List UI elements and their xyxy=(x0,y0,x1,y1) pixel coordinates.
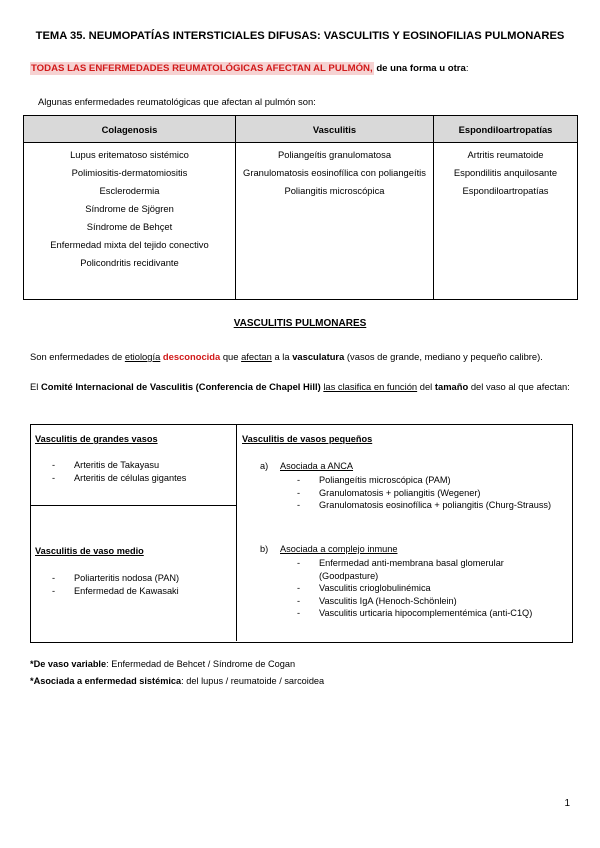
intro-text: Algunas enfermedades reumatológicas que afectan al pulmón son: xyxy=(38,96,316,107)
medium-vessel-title: Vasculitis de vaso medio xyxy=(35,546,144,556)
text-fragment: tamaño xyxy=(434,381,469,392)
medium-vessel-list xyxy=(52,572,232,597)
list-item: Espondiloartropatías xyxy=(462,185,549,196)
text-fragment: las clasifica en función xyxy=(323,381,418,392)
small-vessels-title: Vasculitis de vasos pequeños xyxy=(242,434,373,444)
highlight-colon: : xyxy=(465,63,469,74)
header-espondiloartropatias: Espondiloartropatías xyxy=(434,116,578,143)
text-fragment: Son enfermedades de xyxy=(30,351,125,362)
note-text: : del lupus / reumatoide / sarcoidea xyxy=(181,676,325,686)
page-title: TEMA 35. NEUMOPATÍAS INTERSTICIALES DIFUSAS: VASCULITIS Y EOSINOFILIAS PULMONARES xyxy=(35,30,565,42)
list-item: Policondritis recidivante xyxy=(80,257,179,268)
list-item: - Enfermedad de Kawasaki xyxy=(52,585,232,598)
col-vasculitis xyxy=(236,143,434,300)
list-item: - Vasculitis crioglobulinémica xyxy=(297,582,557,595)
list-item: Esclerodermia xyxy=(99,185,160,196)
text-fragment: que xyxy=(220,351,242,362)
page-number: 1 xyxy=(564,798,570,809)
list-item: - Arteritis de células gigantes xyxy=(52,472,232,485)
list-item: - Poliangeítis microscópica (PAM) xyxy=(297,474,557,487)
large-vessels-list xyxy=(52,459,232,484)
text-fragment: desconocida xyxy=(160,351,221,362)
anca-heading xyxy=(260,461,353,471)
text-fragment: afectan xyxy=(241,351,272,362)
text-fragment: (vasos de grande, mediano y pequeño calibre). xyxy=(344,351,543,362)
box-divider-horizontal xyxy=(30,505,236,506)
list-item: Granulomatosis eosinofílica con poliangeítis xyxy=(243,167,426,178)
header-colagenosis: Colagenosis xyxy=(24,116,236,143)
list-item: Enfermedad mixta del tejido conectivo xyxy=(50,239,209,250)
box-divider-vertical xyxy=(236,424,237,641)
list-item: Síndrome de Sjögren xyxy=(85,203,174,214)
text-fragment: del xyxy=(417,381,435,392)
note-bold: *De vaso variable xyxy=(30,659,107,669)
immune-list xyxy=(297,557,557,620)
anca-title: Asociada a ANCA xyxy=(280,461,354,471)
list-item: Poliangeítis granulomatosa xyxy=(277,149,392,160)
list-item: - Vasculitis IgA (Henoch-Schönlein) xyxy=(297,595,557,608)
paragraph-definition xyxy=(30,351,578,362)
text-fragment: Comité Internacional de Vasculitis (Conferencia de Chapel Hill) xyxy=(40,381,321,392)
highlight-statement xyxy=(30,63,469,74)
text-fragment: vasculatura xyxy=(292,351,345,362)
list-item: Poliangitis microscópica xyxy=(284,185,385,196)
list-item: - Granulomatosis eosinofílica + poliangitis (Churg-Strauss) xyxy=(297,499,557,512)
note-text: : Enfermedad de Behcet / Síndrome de Cogan xyxy=(106,659,296,669)
table-row xyxy=(24,143,578,300)
note-bold: *Asociada a enfermedad sistémica xyxy=(30,676,182,686)
immune-title: Asociada a complejo inmune xyxy=(280,544,398,554)
col-espondiloartropatias xyxy=(434,143,578,300)
text-fragment: etiología xyxy=(124,351,161,362)
list-item: - Arteritis de Takayasu xyxy=(52,459,232,472)
highlight-red-text: TODAS LAS ENFERMEDADES REUMATOLÓGICAS AFECTAN AL PULMÓN, xyxy=(31,63,373,74)
list-item: - Poliarteritis nodosa (PAN) xyxy=(52,572,232,585)
col-colagenosis xyxy=(24,143,236,300)
text-fragment: a la xyxy=(271,351,293,362)
list-item: Síndrome de Behçet xyxy=(86,221,173,232)
list-item: - Granulomatosis + poliangitis (Wegener) xyxy=(297,487,557,500)
list-item: Artritis reumatoide xyxy=(467,149,544,160)
list-item: Lupus eritematoso sistémico xyxy=(70,149,189,160)
highlight-rest: de una forma u otra xyxy=(373,63,466,74)
immune-label: b) xyxy=(260,544,269,554)
anca-list xyxy=(297,474,557,512)
section-heading: VASCULITIS PULMONARES xyxy=(233,318,367,329)
list-item: - Enfermedad anti-membrana basal glomerular (Goodpasture) xyxy=(297,557,557,582)
text-fragment: del vaso al que afectan: xyxy=(468,381,570,392)
list-item: Espondilitis anquilosante xyxy=(453,167,558,178)
anca-label: a) xyxy=(260,461,269,471)
list-item: - Vasculitis urticaria hipocomplementémica (anti-C1Q) xyxy=(297,607,557,620)
paragraph-classification xyxy=(30,380,570,394)
header-vasculitis: Vasculitis xyxy=(236,116,434,143)
immune-heading xyxy=(260,544,397,554)
list-item: Polimiositis-dermatomiositis xyxy=(71,167,188,178)
table-header-row xyxy=(24,116,578,143)
large-vessels-title: Vasculitis de grandes vasos xyxy=(35,434,158,444)
note-variable-vessel xyxy=(30,659,295,669)
text-fragment: El xyxy=(30,381,41,392)
note-systemic xyxy=(30,676,324,686)
diseases-table xyxy=(23,115,578,300)
